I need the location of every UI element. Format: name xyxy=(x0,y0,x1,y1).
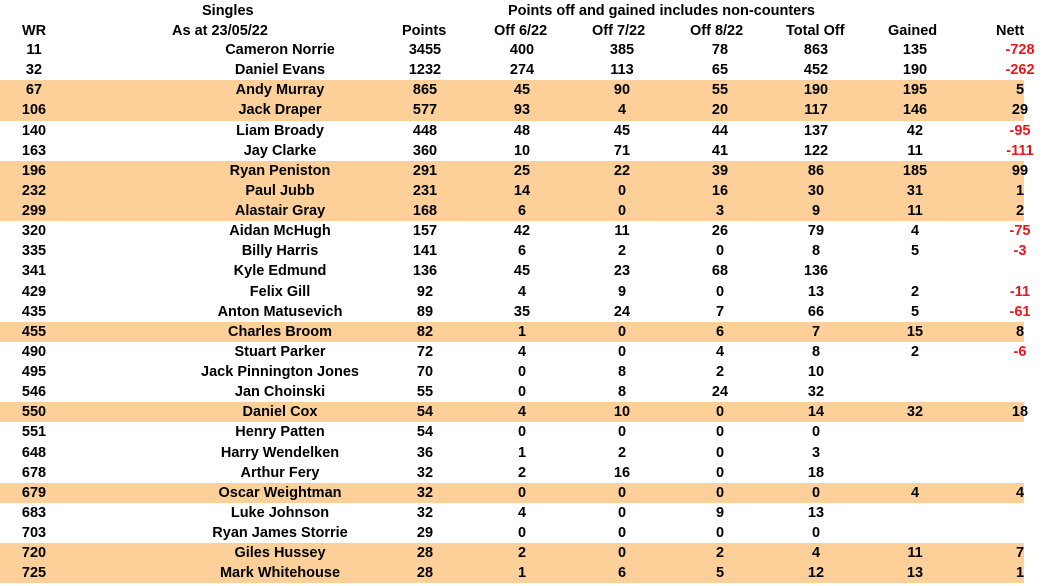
table-row xyxy=(0,181,1024,201)
table-row xyxy=(0,443,1024,463)
off-7-22-cell: 22 xyxy=(613,162,631,179)
off-7-22-cell: 0 xyxy=(617,504,627,521)
points-cell: 82 xyxy=(416,323,434,340)
off-7-22-cell: 0 xyxy=(617,484,627,501)
player-name: Daniel Cox xyxy=(242,404,318,421)
wr-cell: 341 xyxy=(21,263,47,280)
gained-cell: 11 xyxy=(907,203,923,219)
table-row xyxy=(0,322,1024,342)
gained-cell: 4 xyxy=(910,484,920,501)
total-off-cell: 122 xyxy=(803,142,829,159)
player-name: Harry Wendelken xyxy=(220,444,340,461)
gained-cell: 32 xyxy=(906,404,924,421)
off-6-22-cell: 6 xyxy=(517,203,527,219)
total-off-cell: 0 xyxy=(811,484,821,501)
points-cell: 28 xyxy=(416,545,434,562)
off-6-22-cell: 25 xyxy=(513,162,531,179)
total-off-cell: 0 xyxy=(811,525,821,541)
header-nett: Nett xyxy=(996,23,1025,39)
off-6-22-cell: 45 xyxy=(513,82,531,99)
points-cell: 89 xyxy=(416,303,434,320)
off-8-22-cell: 0 xyxy=(715,283,725,300)
off-7-22-cell: 9 xyxy=(617,283,627,300)
header-off-8-22: Off 8/22 xyxy=(690,23,744,39)
header-as-at: As at 23/05/22 xyxy=(172,23,268,39)
off-8-22-cell: 6 xyxy=(715,323,725,340)
nett-cell: 4 xyxy=(1015,484,1025,501)
total-off-cell: 32 xyxy=(807,384,825,401)
off-6-22-cell: 93 xyxy=(513,102,531,119)
gained-cell: 135 xyxy=(902,42,928,58)
player-name: Jack Draper xyxy=(238,102,322,119)
off-8-22-cell: 44 xyxy=(711,122,729,139)
off-8-22-cell: 0 xyxy=(715,424,725,441)
total-off-cell: 452 xyxy=(803,62,829,79)
player-name: Anton Matusevich xyxy=(217,303,343,320)
off-7-22-cell: 24 xyxy=(613,303,631,320)
table-row xyxy=(0,402,1029,422)
nett-cell: -75 xyxy=(1009,223,1031,240)
table-row xyxy=(0,362,1024,382)
off-7-22-cell: 385 xyxy=(609,42,635,58)
off-7-22-cell: 6 xyxy=(617,565,627,582)
wr-cell: 106 xyxy=(21,102,47,119)
wr-cell: 67 xyxy=(25,82,43,99)
nett-cell: 5 xyxy=(1015,82,1025,99)
off-6-22-cell: 1 xyxy=(517,444,527,461)
points-cell: 157 xyxy=(412,223,438,240)
points-cell: 360 xyxy=(412,142,438,159)
wr-cell: 495 xyxy=(21,364,47,380)
player-name: Ryan James Storrie xyxy=(212,525,348,541)
nett-cell: 29 xyxy=(1011,102,1029,119)
off-7-22-cell: 0 xyxy=(617,545,627,562)
off-7-22-cell: 71 xyxy=(613,142,631,159)
table-row xyxy=(0,141,1034,161)
off-6-22-cell: 0 xyxy=(517,384,527,401)
nett-cell: -11 xyxy=(1009,283,1031,300)
table-row xyxy=(0,543,1024,563)
points-cell: 54 xyxy=(416,424,434,441)
off-6-22-cell: 48 xyxy=(513,122,531,139)
points-cell: 55 xyxy=(416,384,434,401)
points-cell: 1232 xyxy=(408,62,442,79)
off-8-22-cell: 16 xyxy=(711,182,729,199)
off-6-22-cell: 4 xyxy=(517,283,527,300)
table-row xyxy=(0,201,1024,221)
gained-cell: 13 xyxy=(906,565,924,582)
player-name: Paul Jubb xyxy=(245,182,315,199)
total-off-cell: 4 xyxy=(811,545,821,562)
wr-cell: 683 xyxy=(21,504,47,521)
points-cell: 577 xyxy=(412,102,438,119)
points-cell: 32 xyxy=(416,484,434,501)
player-name: Oscar Weightman xyxy=(218,484,342,501)
gained-cell: 42 xyxy=(906,122,924,139)
wr-cell: 546 xyxy=(21,384,47,401)
gained-cell: 5 xyxy=(910,243,920,260)
off-8-22-cell: 20 xyxy=(711,102,729,119)
gained-cell: 2 xyxy=(910,283,920,300)
player-name: Jay Clarke xyxy=(243,142,317,159)
table-row xyxy=(0,121,1031,141)
off-8-22-cell: 65 xyxy=(711,62,729,79)
gained-cell: 31 xyxy=(906,182,924,199)
nett-cell: 1 xyxy=(1015,182,1025,199)
table-row xyxy=(0,483,1024,503)
off-7-22-cell: 0 xyxy=(617,182,627,199)
total-off-cell: 86 xyxy=(807,162,825,179)
nett-cell: 7 xyxy=(1015,545,1025,562)
total-off-cell: 0 xyxy=(811,424,821,441)
off-8-22-cell: 0 xyxy=(715,484,725,501)
off-7-22-cell: 0 xyxy=(617,525,627,541)
off-7-22-cell: 4 xyxy=(617,102,627,119)
nett-cell: 2 xyxy=(1015,203,1025,219)
player-name: Kyle Edmund xyxy=(233,263,327,280)
note-label: Points off and gained includes non-counters xyxy=(508,3,815,19)
wr-cell: 551 xyxy=(21,424,47,441)
off-8-22-cell: 2 xyxy=(715,364,725,380)
off-7-22-cell: 23 xyxy=(613,263,631,280)
off-8-22-cell: 3 xyxy=(715,203,725,219)
player-name: Liam Broady xyxy=(236,122,324,139)
off-6-22-cell: 35 xyxy=(513,303,531,320)
table-row xyxy=(0,503,1024,523)
off-6-22-cell: 42 xyxy=(513,223,531,240)
off-7-22-cell: 8 xyxy=(617,364,627,380)
off-8-22-cell: 78 xyxy=(711,42,729,58)
gained-cell: 190 xyxy=(902,62,928,79)
total-off-cell: 13 xyxy=(807,283,825,300)
table-row xyxy=(0,241,1027,261)
wr-cell: 32 xyxy=(25,62,43,79)
total-off-cell: 13 xyxy=(807,504,825,521)
wr-cell: 232 xyxy=(21,182,47,199)
points-cell: 32 xyxy=(416,464,434,481)
player-name: Cameron Norrie xyxy=(225,42,335,58)
wr-cell: 550 xyxy=(21,404,47,421)
off-6-22-cell: 0 xyxy=(517,364,527,380)
nett-cell: -6 xyxy=(1013,343,1027,360)
points-cell: 141 xyxy=(412,243,438,260)
table-row xyxy=(0,60,1035,80)
wr-cell: 455 xyxy=(21,323,47,340)
wr-cell: 435 xyxy=(21,303,47,320)
wr-cell: 648 xyxy=(21,444,47,461)
points-cell: 3455 xyxy=(408,42,442,58)
off-6-22-cell: 4 xyxy=(517,504,527,521)
off-7-22-cell: 11 xyxy=(614,223,630,240)
wr-cell: 678 xyxy=(21,464,47,481)
table-row xyxy=(0,100,1029,120)
table-row xyxy=(0,302,1031,322)
points-cell: 36 xyxy=(416,444,434,461)
player-name: Billy Harris xyxy=(241,243,319,260)
player-name: Jan Choinski xyxy=(234,384,326,401)
wr-cell: 679 xyxy=(21,484,47,501)
gained-cell: 146 xyxy=(902,102,928,119)
wr-cell: 703 xyxy=(21,525,47,541)
total-off-cell: 8 xyxy=(811,243,821,260)
off-6-22-cell: 4 xyxy=(517,343,527,360)
gained-cell: 5 xyxy=(910,303,920,320)
off-6-22-cell: 14 xyxy=(513,182,531,199)
off-8-22-cell: 24 xyxy=(711,384,729,401)
nett-cell: 18 xyxy=(1011,404,1029,421)
nett-cell: -95 xyxy=(1009,122,1031,139)
wr-cell: 11 xyxy=(26,42,42,58)
player-name: Stuart Parker xyxy=(234,343,326,360)
off-6-22-cell: 0 xyxy=(517,484,527,501)
table-row xyxy=(0,80,1024,100)
total-off-cell: 30 xyxy=(807,182,825,199)
gained-cell: 195 xyxy=(902,82,928,99)
points-cell: 448 xyxy=(412,122,438,139)
table-row xyxy=(0,563,1024,583)
nett-cell: 1 xyxy=(1015,565,1025,582)
off-7-22-cell: 8 xyxy=(617,384,627,401)
singles-label: Singles xyxy=(202,3,254,19)
off-8-22-cell: 39 xyxy=(711,162,729,179)
table-row xyxy=(0,422,1024,442)
off-8-22-cell: 0 xyxy=(715,444,725,461)
wr-cell: 490 xyxy=(21,343,47,360)
nett-cell: -61 xyxy=(1009,303,1031,320)
off-6-22-cell: 1 xyxy=(517,565,527,582)
wr-cell: 163 xyxy=(21,142,47,159)
total-off-cell: 10 xyxy=(807,364,825,380)
wr-cell: 429 xyxy=(21,283,47,300)
gained-cell: 15 xyxy=(906,323,924,340)
nett-cell: -111 xyxy=(1006,142,1034,159)
points-cell: 865 xyxy=(412,82,438,99)
points-cell: 136 xyxy=(412,263,438,280)
wr-cell: 725 xyxy=(21,565,47,582)
off-7-22-cell: 0 xyxy=(617,203,627,219)
player-name: Ryan Peniston xyxy=(229,162,331,179)
gained-cell: 4 xyxy=(910,223,920,240)
player-name: Giles Hussey xyxy=(234,545,326,562)
header-total-off: Total Off xyxy=(786,23,845,39)
total-off-cell: 190 xyxy=(803,82,829,99)
wr-cell: 720 xyxy=(21,545,47,562)
header-off-7-22: Off 7/22 xyxy=(592,23,646,39)
off-7-22-cell: 90 xyxy=(613,82,631,99)
off-8-22-cell: 55 xyxy=(711,82,729,99)
wr-cell: 299 xyxy=(21,203,47,219)
total-off-cell: 9 xyxy=(811,203,821,219)
player-name: Luke Johnson xyxy=(230,504,330,521)
player-name: Andy Murray xyxy=(235,82,325,99)
nett-cell: -728 xyxy=(1005,42,1035,58)
player-name: Jack Pinnington Jones xyxy=(201,364,359,380)
gained-cell: 2 xyxy=(910,343,920,360)
off-6-22-cell: 0 xyxy=(517,525,527,541)
off-7-22-cell: 45 xyxy=(613,122,631,139)
table-row xyxy=(0,221,1031,241)
wr-cell: 335 xyxy=(21,243,47,260)
off-7-22-cell: 16 xyxy=(613,464,631,481)
off-8-22-cell: 9 xyxy=(715,504,725,521)
wr-cell: 140 xyxy=(21,122,47,139)
off-8-22-cell: 7 xyxy=(715,303,725,320)
off-6-22-cell: 274 xyxy=(509,62,535,79)
points-cell: 231 xyxy=(412,182,438,199)
player-name: Daniel Evans xyxy=(234,62,326,79)
off-6-22-cell: 10 xyxy=(513,142,531,159)
off-6-22-cell: 2 xyxy=(517,545,527,562)
points-cell: 29 xyxy=(416,525,434,541)
gained-cell: 185 xyxy=(902,162,928,179)
off-7-22-cell: 113 xyxy=(610,62,634,79)
table-row xyxy=(0,463,1024,483)
total-off-cell: 117 xyxy=(804,102,828,119)
off-8-22-cell: 26 xyxy=(711,223,729,240)
off-8-22-cell: 0 xyxy=(715,525,725,541)
nett-cell: 99 xyxy=(1011,162,1029,179)
player-name: Arthur Fery xyxy=(240,464,320,481)
rankings-table xyxy=(0,40,1035,583)
table-row xyxy=(0,40,1035,60)
player-name: Henry Patten xyxy=(235,424,325,441)
gained-cell: 11 xyxy=(907,545,923,562)
player-name: Mark Whitehouse xyxy=(219,565,341,582)
nett-cell: -262 xyxy=(1005,62,1035,79)
total-off-cell: 66 xyxy=(807,303,825,320)
player-name: Felix Gill xyxy=(249,283,311,300)
points-cell: 72 xyxy=(416,343,434,360)
player-name: Aidan McHugh xyxy=(229,223,331,240)
table-header xyxy=(0,0,1024,40)
points-cell: 32 xyxy=(416,504,434,521)
table-row xyxy=(0,161,1029,181)
off-8-22-cell: 68 xyxy=(711,263,729,280)
table-row xyxy=(0,382,1024,402)
off-6-22-cell: 400 xyxy=(509,42,535,58)
total-off-cell: 12 xyxy=(807,565,825,582)
player-name: Alastair Gray xyxy=(234,203,326,219)
nett-cell: 8 xyxy=(1015,323,1025,340)
off-8-22-cell: 2 xyxy=(715,545,725,562)
nett-cell: -3 xyxy=(1013,243,1027,260)
points-cell: 92 xyxy=(416,283,434,300)
header-gained: Gained xyxy=(888,23,938,39)
total-off-cell: 137 xyxy=(803,122,829,139)
total-off-cell: 7 xyxy=(811,323,821,340)
table-row xyxy=(0,282,1031,302)
total-off-cell: 863 xyxy=(803,42,829,58)
off-6-22-cell: 2 xyxy=(517,464,527,481)
off-7-22-cell: 0 xyxy=(617,424,627,441)
off-6-22-cell: 0 xyxy=(517,424,527,441)
table-row xyxy=(0,261,1024,281)
points-cell: 28 xyxy=(416,565,434,582)
total-off-cell: 18 xyxy=(807,464,825,481)
off-6-22-cell: 45 xyxy=(513,263,531,280)
total-off-cell: 79 xyxy=(807,223,825,240)
total-off-cell: 136 xyxy=(803,263,829,280)
table-row xyxy=(0,342,1027,362)
header-wr: WR xyxy=(22,23,47,39)
wr-cell: 320 xyxy=(21,223,47,240)
off-6-22-cell: 4 xyxy=(517,404,527,421)
off-7-22-cell: 10 xyxy=(613,404,631,421)
off-6-22-cell: 6 xyxy=(517,243,527,260)
total-off-cell: 8 xyxy=(811,343,821,360)
points-cell: 70 xyxy=(416,364,434,380)
off-8-22-cell: 5 xyxy=(715,565,725,582)
points-cell: 54 xyxy=(416,404,434,421)
points-cell: 168 xyxy=(412,203,438,219)
points-cell: 291 xyxy=(412,162,438,179)
off-8-22-cell: 4 xyxy=(715,343,725,360)
table-row xyxy=(0,523,1024,543)
total-off-cell: 3 xyxy=(811,444,821,461)
gained-cell: 11 xyxy=(907,142,923,159)
off-8-22-cell: 0 xyxy=(715,404,725,421)
off-7-22-cell: 2 xyxy=(617,444,627,461)
off-7-22-cell: 2 xyxy=(617,243,627,260)
off-7-22-cell: 0 xyxy=(617,323,627,340)
off-8-22-cell: 0 xyxy=(715,243,725,260)
off-7-22-cell: 0 xyxy=(617,343,627,360)
header-off-6-22: Off 6/22 xyxy=(494,23,548,39)
header-points: Points xyxy=(402,23,447,39)
off-8-22-cell: 0 xyxy=(715,464,725,481)
off-6-22-cell: 1 xyxy=(517,323,527,340)
total-off-cell: 14 xyxy=(807,404,825,421)
wr-cell: 196 xyxy=(21,162,47,179)
player-name: Charles Broom xyxy=(228,323,332,340)
off-8-22-cell: 41 xyxy=(711,142,729,159)
